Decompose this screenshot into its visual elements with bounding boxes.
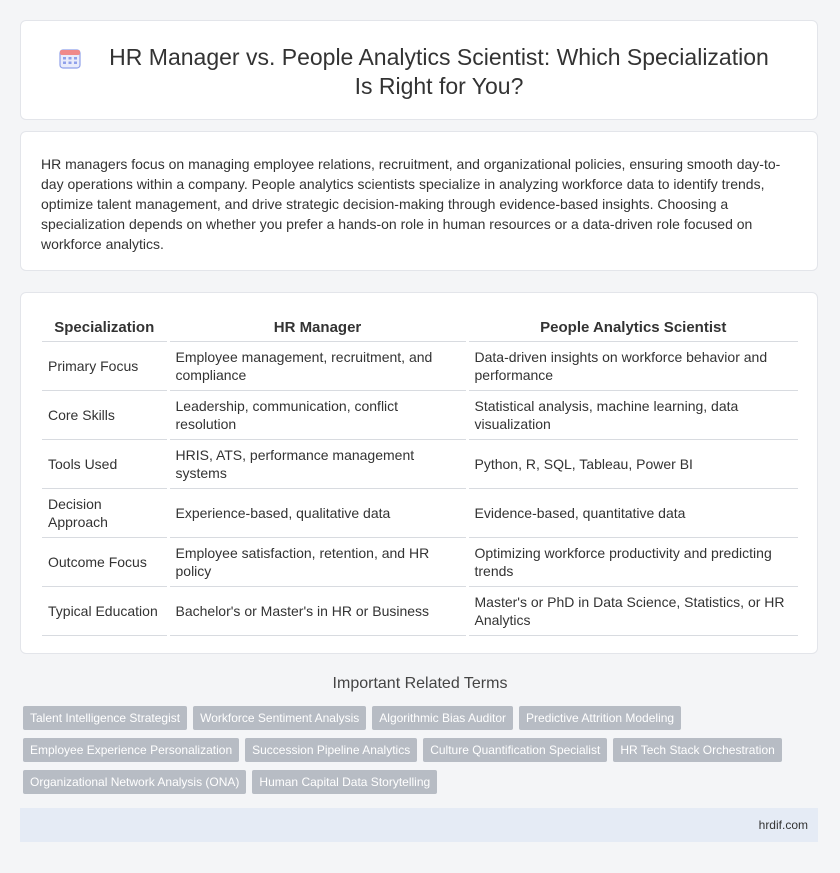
comparison-card: [20, 292, 818, 654]
table-cell: Employee satisfaction, retention, and HR policy: [168, 538, 467, 587]
table-cell: Core Skills: [42, 391, 168, 440]
table-cell: Outcome Focus: [42, 538, 168, 587]
table-row: [42, 538, 798, 587]
column-header: Specialization: [42, 313, 168, 342]
table-cell: Typical Education: [42, 587, 168, 636]
table-cell: Optimizing workforce productivity and predicting trends: [467, 538, 798, 587]
table-cell: Primary Focus: [42, 342, 168, 391]
table-row: [42, 391, 798, 440]
table-row: [42, 342, 798, 391]
intro-card: [20, 131, 818, 271]
table-header-row: [42, 313, 798, 342]
related-terms-heading: Important Related Terms: [332, 675, 508, 692]
table-cell: Data-driven insights on workforce behavior and performance: [467, 342, 798, 391]
table-cell: Statistical analysis, machine learning, data visualization: [467, 391, 798, 440]
related-term-tag[interactable]: Human Capital Data Storytelling: [252, 770, 437, 794]
related-terms-list: [23, 706, 813, 802]
related-term-tag[interactable]: Succession Pipeline Analytics: [245, 738, 417, 762]
intro-paragraph: HR managers focus on managing employee relations, recruitment, and organizational policies, ensuring smooth day-to-day operations within a company. People analytics scientists specialize in analyzing workforce data to identify trends, optimize talent management, and drive strategic decision-making through evidence-based insights. Choosing a specialization depends on whether you prefer a hands-on role in human resources or a data-driven role focused on workforce analytics.: [41, 156, 781, 252]
related-term-tag[interactable]: Algorithmic Bias Auditor: [372, 706, 513, 730]
title-card: [20, 20, 818, 120]
related-term-tag[interactable]: Culture Quantification Specialist: [423, 738, 607, 762]
related-term-tag[interactable]: Talent Intelligence Strategist: [23, 706, 187, 730]
table-cell: Tools Used: [42, 440, 168, 489]
table-cell: Bachelor's or Master's in HR or Business: [168, 587, 467, 636]
table-row: [42, 440, 798, 489]
table-cell: Python, R, SQL, Tableau, Power BI: [467, 440, 798, 489]
comparison-table: [42, 313, 798, 636]
table-cell: Experience-based, qualitative data: [168, 489, 467, 538]
related-term-tag[interactable]: Organizational Network Analysis (ONA): [23, 770, 246, 794]
table-row: [42, 587, 798, 636]
table-cell: Master's or PhD in Data Science, Statistics, or HR Analytics: [467, 587, 798, 636]
table-cell: HRIS, ATS, performance management systems: [168, 440, 467, 489]
table-cell: Decision Approach: [42, 489, 168, 538]
related-term-tag[interactable]: Predictive Attrition Modeling: [519, 706, 681, 730]
table-cell: Leadership, communication, conflict resolution: [168, 391, 467, 440]
footer: [20, 808, 818, 842]
related-term-tag[interactable]: Employee Experience Personalization: [23, 738, 239, 762]
footer-site-link[interactable]: hrdif.com: [758, 818, 808, 832]
related-term-tag[interactable]: Workforce Sentiment Analysis: [193, 706, 366, 730]
column-header: HR Manager: [168, 313, 467, 342]
table-cell: Evidence-based, quantitative data: [467, 489, 798, 538]
table-cell: Employee management, recruitment, and compliance: [168, 342, 467, 391]
related-term-tag[interactable]: HR Tech Stack Orchestration: [613, 738, 782, 762]
table-row: [42, 489, 798, 538]
page-title: HR Manager vs. People Analytics Scientist: Which Specialization Is Right for You?: [109, 44, 769, 99]
column-header: People Analytics Scientist: [467, 313, 798, 342]
